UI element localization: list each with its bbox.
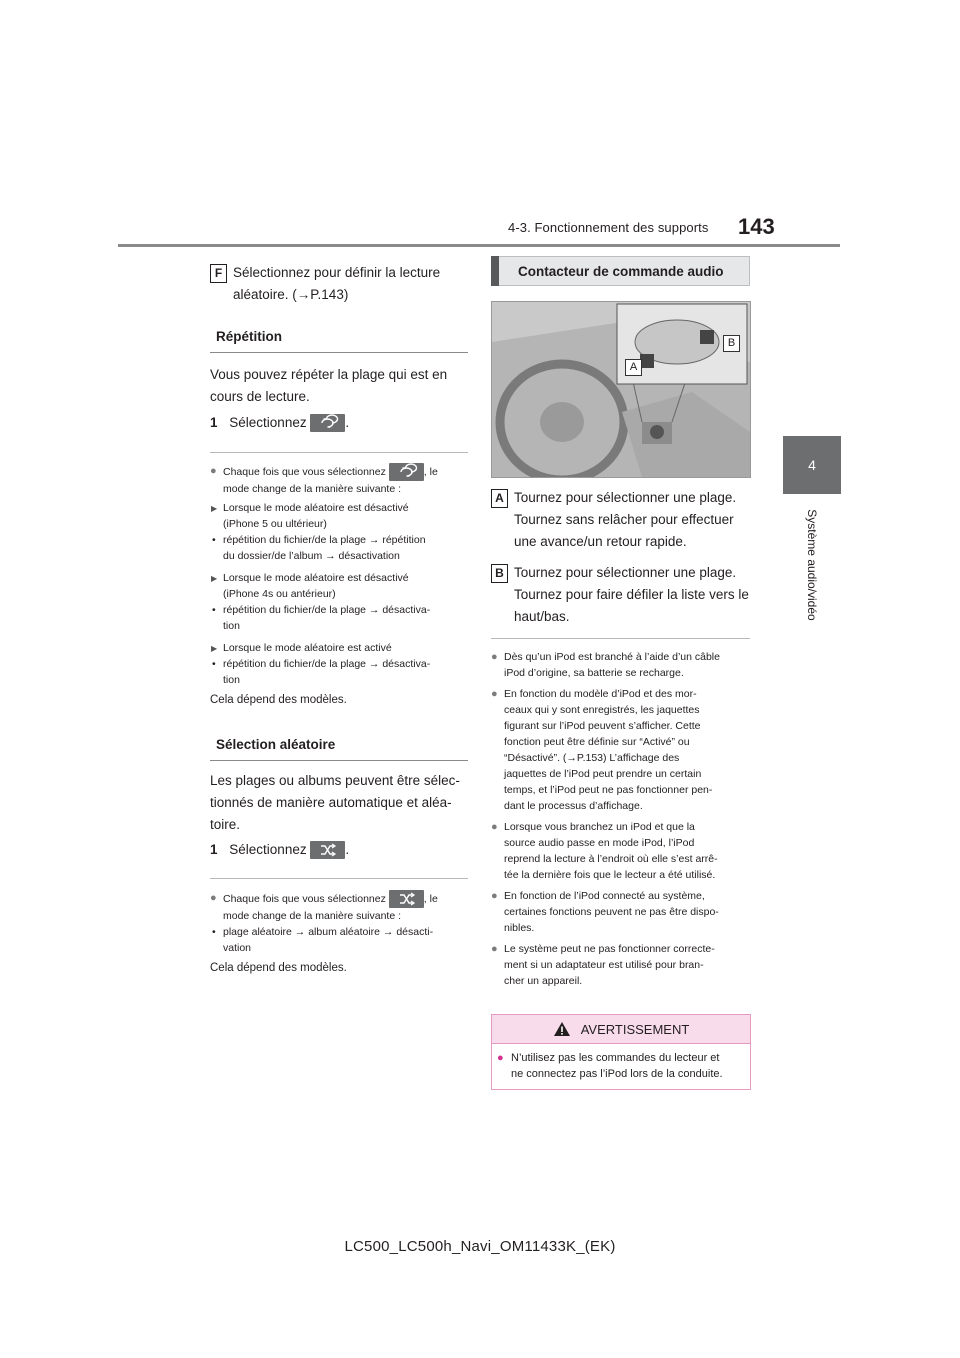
callout-letter-a: A — [491, 489, 508, 508]
repetition-note: ● Chaque fois que vous sélectionnez , le mode change de la manière suivante : — [210, 465, 438, 495]
heading-marker — [491, 256, 499, 286]
audio-control-photo — [491, 301, 751, 478]
repeat-icon-small — [389, 463, 424, 481]
note-item: ● Le système peut ne pas fonctionner correcte- ment si un adaptateur est utilisé pour bran- cher un appareil. — [491, 943, 715, 987]
mode-list-3: ▶ Lorsque le mode aléatoire est activé • répétition du fichier/de la plage → désactiva- tion — [211, 642, 431, 686]
footer-code: LC500_LC500h_Navi_OM11433K_(EK) — [344, 1238, 616, 1255]
photo-label-a: A — [625, 359, 642, 376]
aleatoire-note: ● Chaque fois que vous sélectionnez , le mode change de la manière suivante : • plage aléatoire → album aléatoire → désacti- vation — [210, 892, 438, 954]
repetition-depends: Cela dépend des modèles. — [210, 694, 347, 706]
item-b: B Tournez pour sélectionner une plage. Tournez pour faire défiler la liste vers le haut/bas. — [491, 562, 750, 628]
photo-label-b: B — [723, 335, 740, 352]
section-title: 4-3. Fonctionnement des supports — [508, 220, 709, 235]
repetition-section — [210, 329, 468, 353]
aleatoire-depends: Cela dépend des modèles. — [210, 962, 347, 974]
repetition-intro: Vous pouvez répéter la plage qui est en cours de lecture. — [210, 367, 448, 404]
step-text: Sélectionnez — [229, 842, 307, 857]
header-rule — [118, 244, 840, 247]
warning-icon — [553, 1021, 571, 1037]
note-item: ● Lorsque vous branchez un iPod et que la source audio passe en mode iPod, l’iPod reprend la lecture à l’endroit où elle s’est arrê- tée la dernière fois que le lecteur a été utilisé. — [491, 821, 718, 881]
note-item: ● En fonction du modèle d’iPod et des mor- ceaux qui y sont enregistrés, les jaquettes figurant sur l’iPod peuvent s’afficher. Cette fonction peut être définie sur “Activé” ou “Désactivé”. (→P.153) L’affichage des jaquettes de l’iPod peut prendre un certain temps, et l’iPod peut ne pas fonctionner pen- dant le processus d’affichage. — [491, 688, 713, 812]
shuffle-icon-small — [389, 890, 424, 908]
warning-header: AVERTISSEMENT — [492, 1015, 750, 1044]
item-f-line1: Sélectionnez pour définir la lecture — [233, 265, 441, 280]
repetition-rule — [210, 352, 468, 353]
mode-list-1: ▶ Lorsque le mode aléatoire est désactivé (iPhone 5 ou ultérieur) • répétition du fichier/de la plage → répétition du dossier/de l’album → désactivation — [211, 502, 426, 562]
repetition-step: 1 Sélectionnez . — [210, 412, 468, 434]
item-a: A Tournez pour sélectionner une plage. Tournez sans relâcher pour effectuer une avance/un retour rapide. — [491, 487, 750, 553]
aleatoire-step: 1 Sélectionnez . — [210, 839, 468, 861]
chapter-tab: 4 — [783, 436, 841, 494]
item-f — [210, 262, 468, 306]
notes-rule — [491, 638, 750, 639]
step-text: Sélectionnez — [229, 415, 307, 430]
aleatoire-section — [210, 737, 468, 761]
aleatoire-rule — [210, 760, 468, 761]
contacteur-heading: Contacteur de commande audio — [491, 256, 750, 286]
callout-letter-b: B — [491, 564, 508, 583]
aleatoire-intro: Les plages ou albums peuvent être sélec- tionnés de manière automatique et aléa- toire. — [210, 773, 460, 832]
repeat-icon — [310, 414, 345, 432]
note-item: ● Dès qu’un iPod est branché à l’aide d’un câble iPod d’origine, sa batterie se recharge. — [491, 651, 720, 679]
shuffle-icon — [310, 841, 345, 859]
step-number: 1 — [210, 842, 218, 857]
note-item: ● En fonction de l’iPod connecté au système, certaines fonctions peuvent ne pas être dispo- nibles. — [491, 890, 719, 934]
repetition-heading: Répétition — [216, 329, 282, 344]
note-rule — [210, 452, 468, 453]
warning-box — [491, 1014, 751, 1090]
note-rule — [210, 878, 468, 879]
warning-text: ● N’utilisez pas les commandes du lecteur et ne connectez pas l’iPod lors de la conduite. — [497, 1052, 723, 1080]
callout-letter-f: F — [210, 264, 227, 283]
page-number: 143 — [738, 214, 775, 239]
mode-list-2: ▶ Lorsque le mode aléatoire est désactivé (iPhone 4s ou antérieur) • répétition du fichier/de la plage → désactiva- tion — [211, 572, 431, 632]
notes-list — [491, 649, 750, 989]
item-f-line2: aléatoire. (→P.143) — [233, 287, 349, 302]
step-number: 1 — [210, 415, 218, 430]
aleatoire-heading: Sélection aléatoire — [216, 737, 336, 752]
